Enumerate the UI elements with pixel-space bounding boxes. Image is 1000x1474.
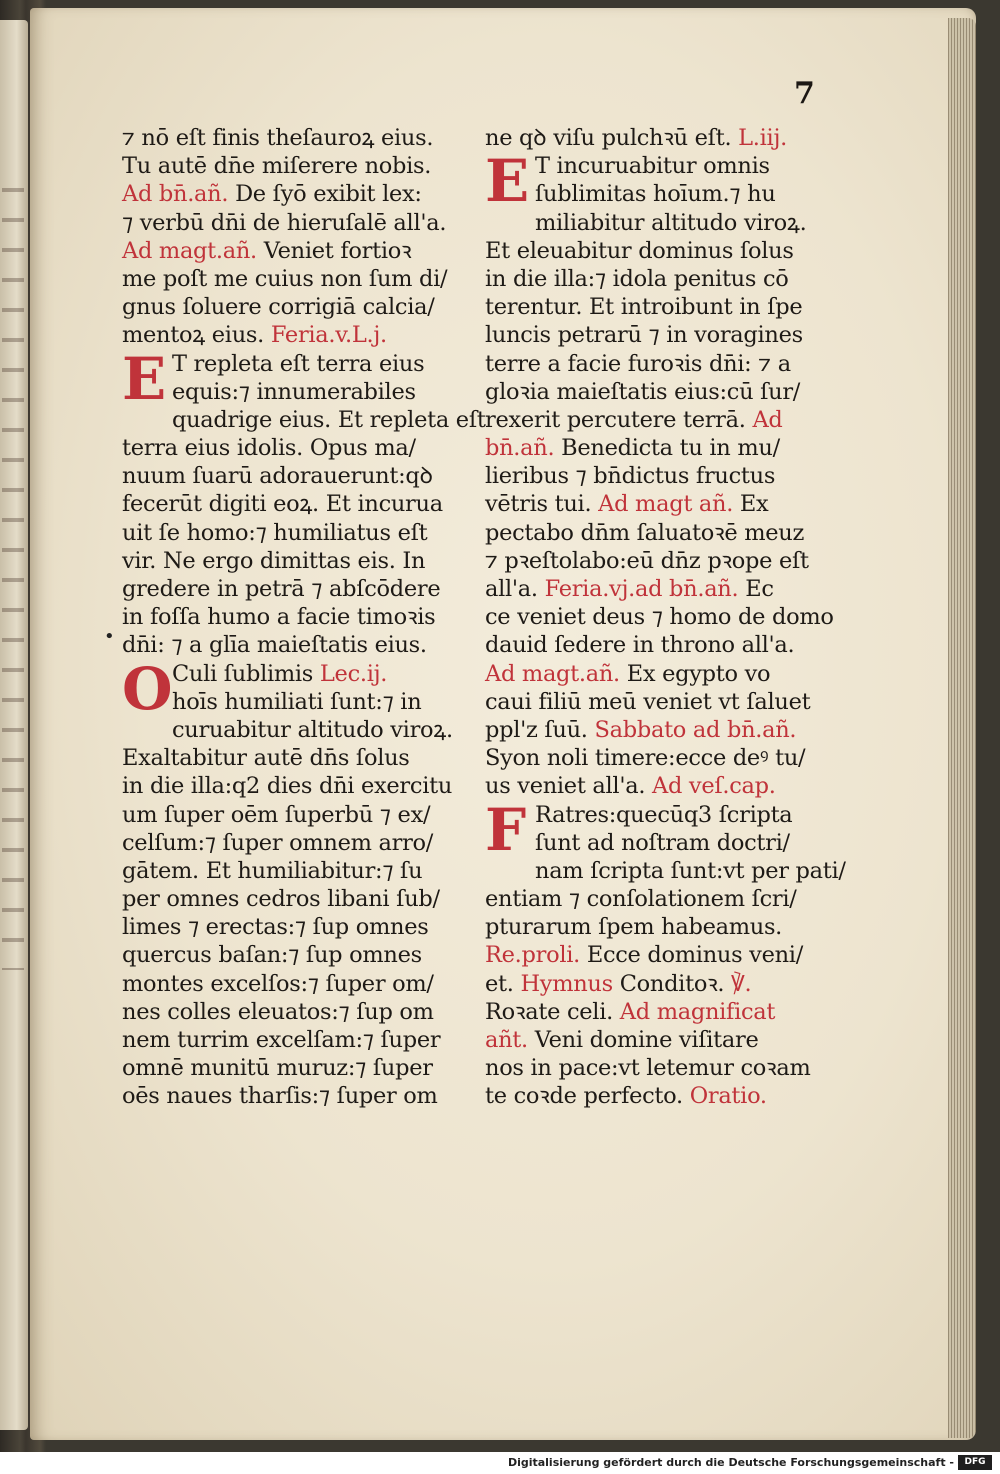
rubric-text: ℣. [731, 970, 752, 997]
text-line [485, 603, 834, 631]
folio-number: 7 [794, 76, 815, 111]
body-text: vir. Ne ergo dimittas eis. In [122, 547, 426, 574]
text-line [485, 265, 830, 293]
body-text: quercus baſan:⁊ ſup omnes [122, 942, 422, 969]
text-line [122, 829, 467, 857]
text-line [485, 1026, 830, 1054]
body-text: Ex [733, 491, 769, 518]
body-text: caui filiū meū veniet vt ſaluet [485, 688, 811, 715]
text-line [122, 603, 467, 631]
text-line [485, 152, 830, 180]
text-line [485, 716, 830, 744]
body-text: nes colles eleuatos:⁊ ſup om [122, 998, 434, 1025]
text-line [122, 350, 467, 378]
body-text: nem turrim excelſam:⁊ ſuper [122, 1027, 441, 1053]
body-text: ſunt ad noſtram doctri/ [535, 829, 790, 856]
text-line [485, 913, 830, 941]
rubric-text: Sabbato ad bn̄.añ. [594, 716, 797, 743]
body-text: equis:⁊ innumerabiles [172, 378, 416, 405]
rubric-text: añt. [485, 1027, 528, 1053]
text-line [485, 462, 830, 490]
body-text: Ex egypto vo [619, 660, 771, 687]
text-line [122, 660, 467, 688]
body-text: in die illa:⁊ idola penitus cō [485, 265, 789, 292]
text-line [485, 209, 830, 237]
rubric-text: Oratio. [689, 1083, 767, 1110]
body-text: pectabo dn̄m ſaluatoꝛē meuz [485, 519, 805, 546]
text-line [485, 801, 830, 829]
body-text: Conditoꝛ. [612, 970, 732, 997]
body-text: terra eius idolis. Opus ma/ [122, 435, 416, 462]
body-text: T incuruabitur omnis [535, 153, 770, 180]
body-text: entiam ⁊ conſolationem ſcri/ [485, 886, 797, 913]
body-text: nam ſcripta ſunt:vt per pati/ [535, 857, 846, 884]
body-text: oēs naues tharſis:⁊ ſuper om [122, 1083, 438, 1110]
body-text: mentoꝝ eius. [122, 322, 271, 349]
body-text: nos in pace:vt letemur coꝛam [485, 1055, 811, 1082]
rubric-text: Ad bn̄.añ. [122, 181, 229, 208]
text-line [485, 575, 830, 603]
rubric-text: Lec.ij. [319, 660, 388, 687]
body-text: Ratres:quecūq3 ſcripta [535, 801, 793, 828]
body-text: vētris tui. [485, 491, 599, 518]
body-text: luncis petrarū ⁊ in voragines [485, 322, 803, 349]
text-line [485, 631, 830, 659]
body-text: Roꝛate celi. [485, 998, 620, 1025]
text-line [122, 1026, 467, 1054]
rubric-text: Re.proli. [485, 942, 580, 969]
rubric-text: Ad [752, 406, 783, 433]
body-text: Benedicta tu in mu/ [554, 435, 780, 462]
body-text: uit ſe homo:⁊ humiliatus eſt [122, 519, 428, 546]
left-text-column [122, 124, 486, 1111]
body-text: terre a facie furoꝛis dn̄i: ⁊ a [485, 350, 791, 377]
body-text: Ecce dominus veni/ [579, 942, 803, 969]
text-line [122, 490, 467, 518]
page-stack-edge [948, 18, 976, 1438]
text-line [485, 970, 830, 998]
rubricated-initial: E [122, 344, 166, 413]
body-text: ſublimitas hoīum.⁊ hu [535, 181, 776, 208]
text-line [122, 321, 467, 349]
body-text: et. [485, 970, 521, 997]
body-text: celſum:⁊ ſuper omnem arro/ [122, 829, 434, 856]
text-line [485, 998, 830, 1026]
text-line [122, 124, 467, 152]
text-line [485, 688, 830, 716]
text-line [485, 857, 846, 885]
body-text: Ec [738, 576, 774, 602]
body-text: Et eleuabitur dominus ſolus [485, 237, 794, 264]
rubric-text: Feria.vj.ad bn̄.añ. [544, 576, 739, 602]
body-text: omnē munitū muruz:⁊ ſuper [122, 1055, 433, 1082]
facing-page-edge [0, 20, 28, 1430]
body-text: pturarum ſpem habeamus. [485, 914, 783, 941]
body-text: quadrige eius. Et repleta eſt [172, 406, 486, 433]
rubric-text: Ad magt.añ. [485, 660, 620, 687]
text-line [122, 152, 467, 180]
body-text: hoīs humiliati ſunt:⁊ in [172, 688, 422, 715]
rubric-text: Ad veſ.cap. [652, 773, 776, 800]
body-text: De ſyō exibit lex: [228, 181, 422, 208]
body-text: terentur. Et introibunt in ſpe [485, 294, 803, 321]
rubricated-initial: F [485, 795, 526, 864]
text-line [485, 772, 830, 800]
text-line [122, 209, 467, 237]
text-line [122, 1054, 467, 1082]
text-line [122, 857, 467, 885]
body-text: Culi ſublimis [172, 660, 320, 687]
text-line [122, 378, 467, 406]
body-text: rexerit percutere terrā. [485, 406, 753, 433]
rubricated-initial: E [485, 147, 529, 216]
body-text: Exaltabitur autē dn̄s ſolus [122, 745, 410, 772]
text-line [122, 293, 467, 321]
rubric-text: bn̄.añ. [485, 435, 555, 462]
body-text: Veni domine viſitare [527, 1027, 759, 1053]
body-text: T repleta eſt terra eius [172, 350, 425, 377]
body-text: curuabitur altitudo viroꝝ. [172, 716, 453, 743]
right-text-column [485, 124, 846, 1111]
body-text: ⁊ verbū dn̄i de hieruſalē all'a. [122, 209, 447, 236]
rubric-text: Ad magt.añ. [122, 237, 257, 264]
rubric-text: Ad magnificat [619, 998, 776, 1025]
text-line [485, 829, 830, 857]
footer-credit: Digitalisierung gefördert durch die Deutsche Forschungsgemeinschaft - [507, 1456, 954, 1469]
text-line [122, 744, 467, 772]
text-line [485, 744, 830, 772]
text-line [485, 293, 830, 321]
text-line [485, 124, 830, 152]
body-text: ce veniet deus ⁊ homo de domo [485, 604, 834, 631]
body-text: in foſſa humo a facie timoꝛis [122, 604, 436, 631]
text-line [485, 490, 830, 518]
body-text: ne qꝺ viſu pulchꝛū eſt. [485, 125, 739, 151]
text-line [122, 913, 467, 941]
body-text: limes ⁊ erectas:⁊ ſup omnes [122, 914, 429, 941]
text-line [122, 1082, 467, 1110]
text-line [485, 321, 830, 349]
rubric-text: Ad magt añ. [598, 491, 734, 518]
rubricated-initial: O [122, 654, 173, 723]
text-line [485, 519, 830, 547]
body-text: Veniet fortioꝛ [256, 237, 412, 264]
text-line [122, 998, 467, 1026]
text-line [122, 941, 467, 969]
facing-page-text-marks [2, 170, 24, 970]
body-text: us veniet all'a. [485, 773, 653, 800]
text-line [122, 434, 467, 462]
digitization-footer [0, 1452, 1000, 1474]
text-line [122, 180, 467, 208]
text-line [485, 941, 830, 969]
body-text: Syon noli timere:ecce deꝰ tu/ [485, 745, 806, 772]
text-line [485, 1082, 830, 1110]
text-line [122, 547, 467, 575]
body-text: in die illa:q2 dies dn̄i exercitu [122, 773, 453, 800]
body-text: lieribus ⁊ bn̄dictus fructus [485, 463, 776, 490]
body-text: gnus ſoluere corrigiā calcia/ [122, 294, 435, 321]
body-text: dauid ſedere in throno all'a. [485, 632, 795, 659]
text-line [122, 688, 467, 716]
text-line [485, 406, 830, 434]
text-line [122, 237, 467, 265]
dfg-logo: DFG [958, 1455, 992, 1470]
body-text: all'a. [485, 576, 545, 602]
text-line [485, 350, 830, 378]
margin-mark: • [104, 626, 115, 647]
text-line [485, 660, 830, 688]
text-line [485, 885, 830, 913]
text-line [122, 575, 467, 603]
text-line [122, 772, 467, 800]
text-line [122, 519, 467, 547]
text-line [122, 265, 467, 293]
text-line [122, 462, 467, 490]
body-text: ppl'z ſuū. [485, 716, 595, 743]
text-line [485, 1054, 830, 1082]
body-text: gātem. Et humiliabitur:⁊ ſu [122, 857, 423, 884]
rubric-text: L.iij. [738, 125, 787, 151]
text-line [122, 970, 467, 998]
body-text: gredere in petrā ⁊ abſcōdere [122, 576, 441, 602]
text-line [485, 378, 830, 406]
text-line [122, 716, 467, 744]
text-line [122, 885, 467, 913]
body-text: nuum ſuarū adorauerunt:qꝺ [122, 463, 433, 490]
body-text: dn̄i: ⁊ a glīa maieſtatis eius. [122, 632, 427, 659]
body-text: um ſuper oēm ſuperbū ⁊ ex/ [122, 801, 431, 828]
text-line [122, 631, 467, 659]
text-line [122, 406, 486, 434]
body-text: fecerūt digiti eoꝝ. Et incurua [122, 491, 443, 518]
body-text: montes excelſos:⁊ ſuper om/ [122, 970, 434, 997]
text-line [122, 801, 467, 829]
body-text: ⁊ pꝛeſtolabo:eū dn̄z pꝛope eſt [485, 547, 809, 574]
body-text: miliabitur altitudo viroꝝ. [535, 209, 807, 236]
body-text: me poſt me cuius non ſum di/ [122, 265, 448, 292]
body-text: ⁊ nō eſt finis theſauroꝝ eius. [122, 125, 434, 151]
text-line [485, 547, 830, 575]
body-text: per omnes cedros libani ſub/ [122, 886, 440, 913]
body-text: gloꝛia maieſtatis eius:cū ſur/ [485, 378, 801, 405]
body-text: te coꝛde perfecto. [485, 1083, 690, 1110]
text-line [485, 434, 830, 462]
rubric-text: Hymnus [520, 970, 613, 997]
text-line [485, 180, 830, 208]
rubric-text: Feria.v.L.j. [270, 322, 387, 349]
text-line [485, 237, 830, 265]
body-text: Tu autē dn̄e miſerere nobis. [122, 153, 432, 180]
